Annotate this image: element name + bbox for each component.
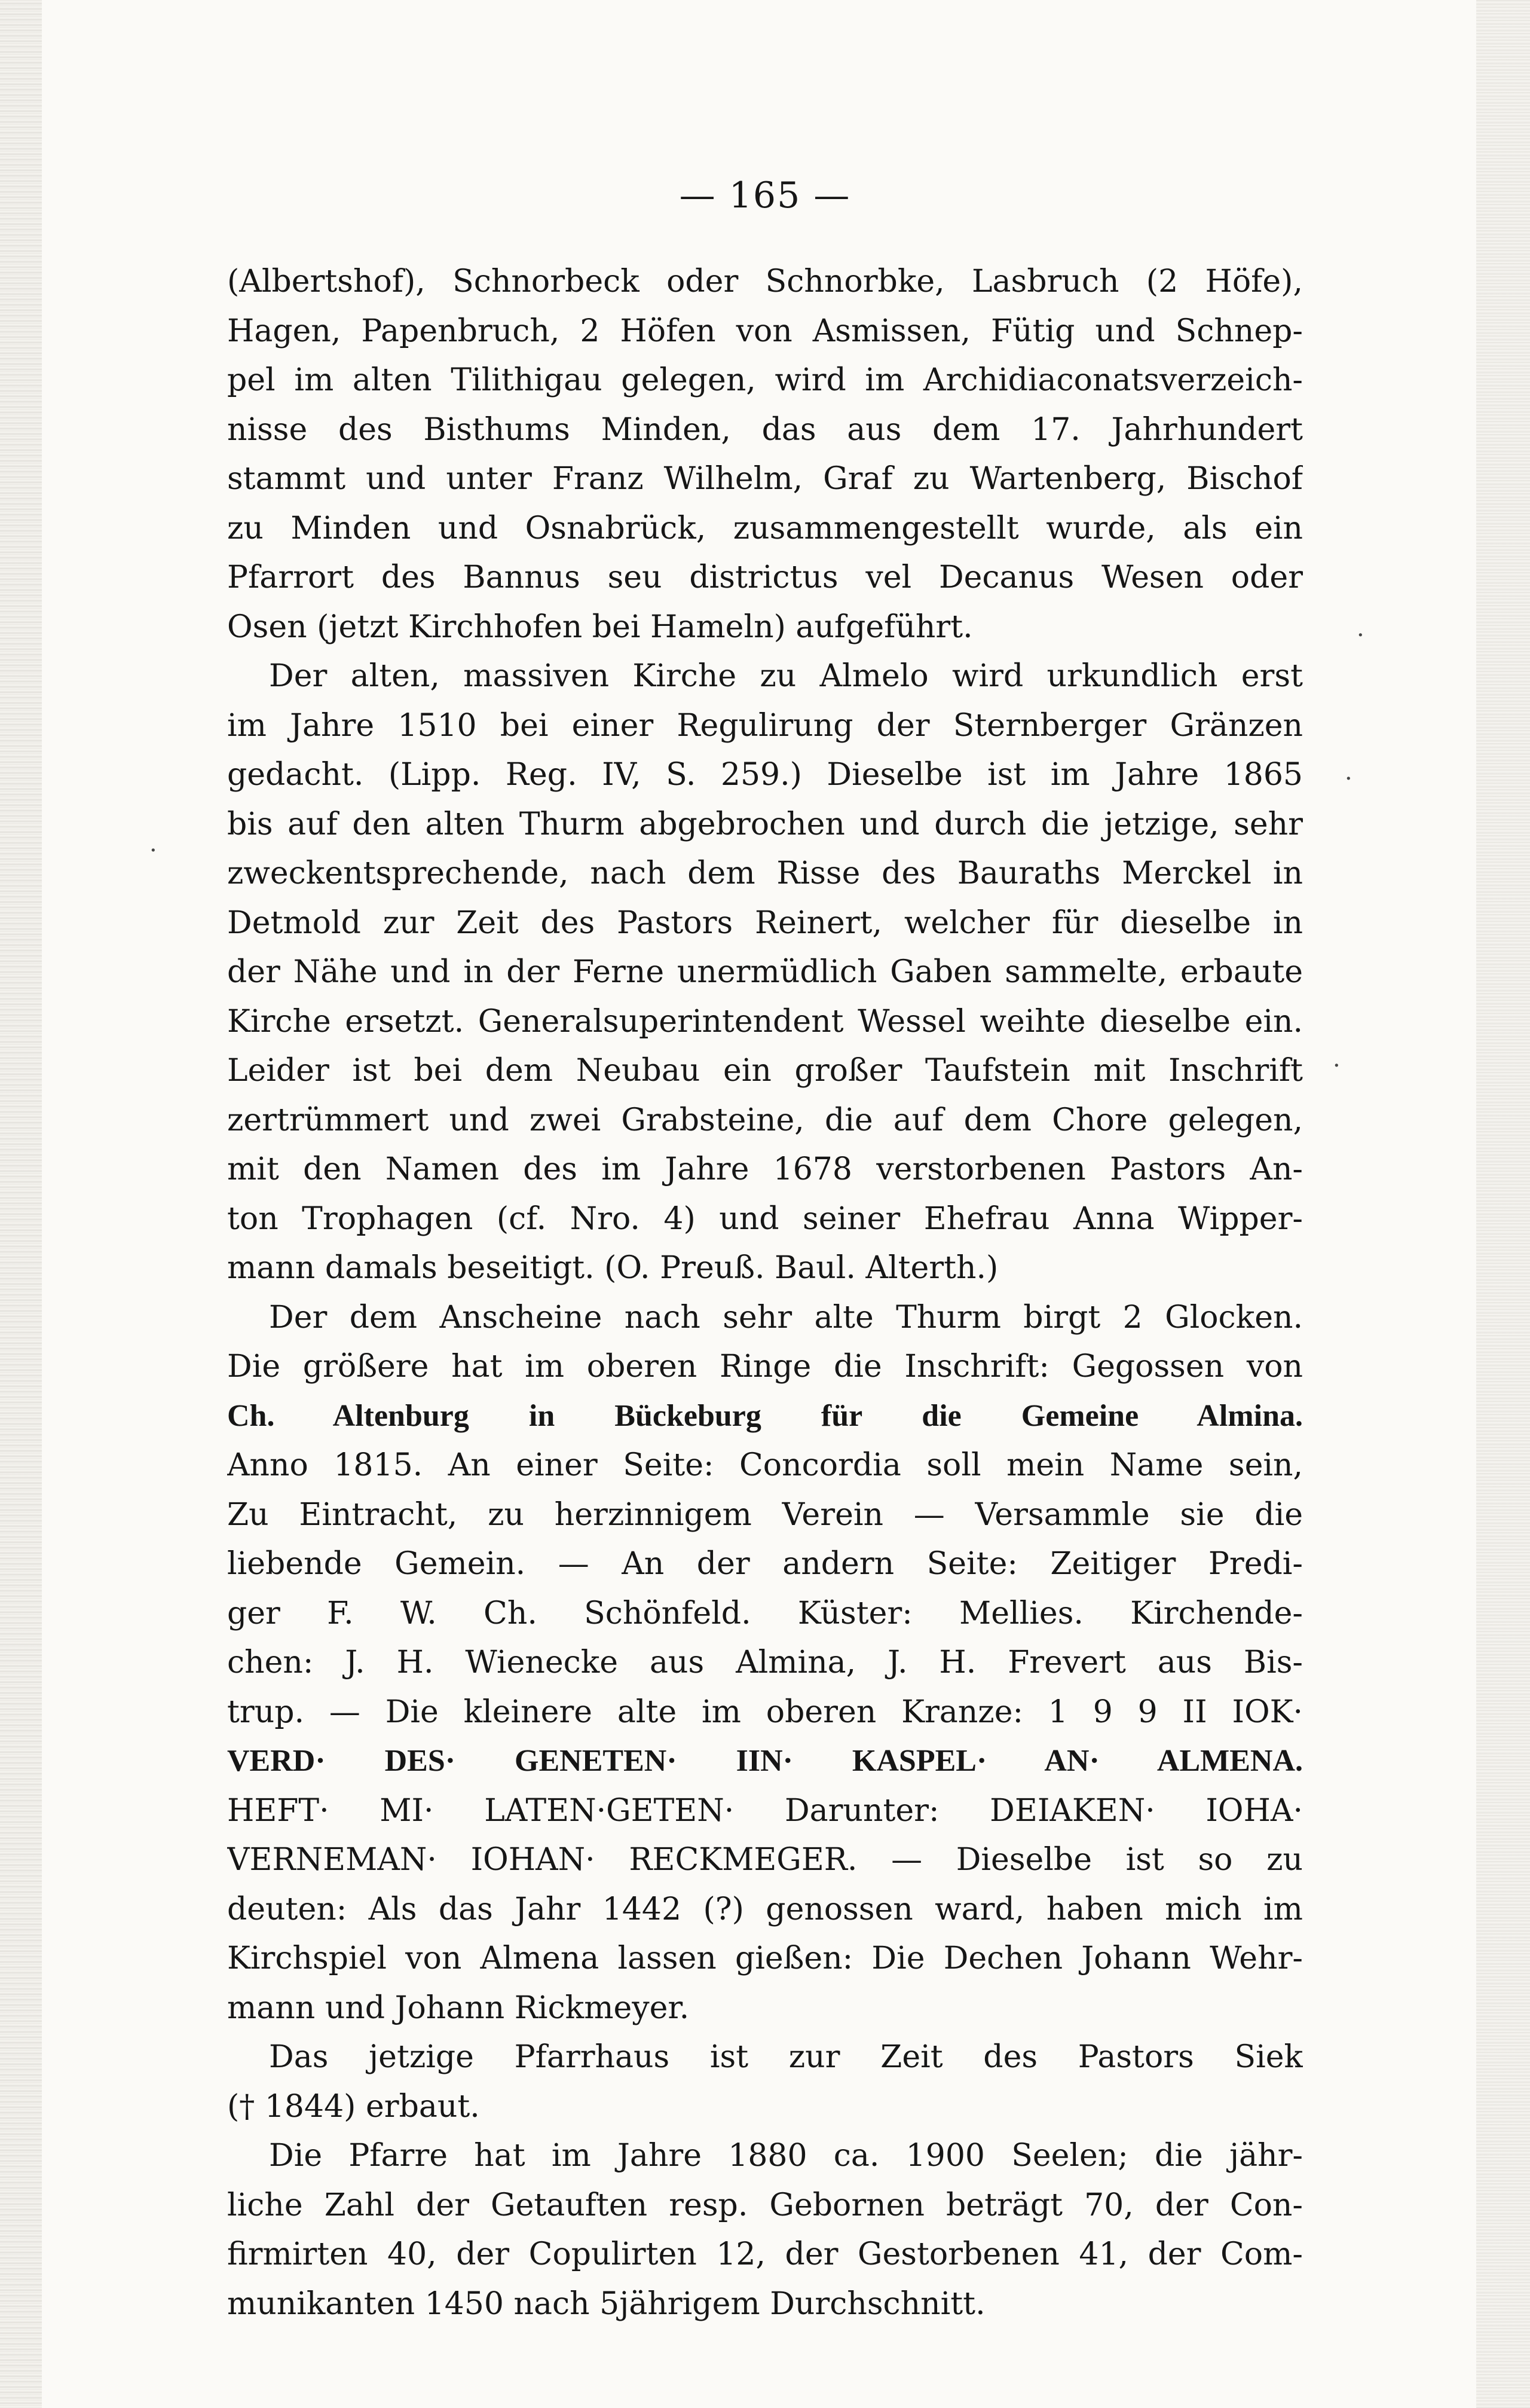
text-line: VERNEMAN· IOHAN· RECKMEGER. — Dieselbe ist so zu xyxy=(227,1842,1303,1878)
text-line: Kirche ersetzt. Generalsuperintendent Wessel weihte dieselbe ein. xyxy=(227,1003,1303,1040)
text-line: Zu Eintracht, zu herzinnigem Verein — Versammle sie die xyxy=(227,1496,1303,1533)
text-line: (Albertshof), Schnorbeck oder Schnorbke, Lasbruch (2 Höfe), xyxy=(227,264,1303,300)
text-line: Osen (jetzt Kirchhofen bei Hameln) aufgeführt. xyxy=(227,609,973,645)
text-line: Ch. Altenburg in Bückeburg für die Gemeine Almina. xyxy=(227,1398,1303,1433)
scan-speck: · xyxy=(1345,765,1352,793)
text-line: liche Zahl der Getauften resp. Gebornen beträgt 70, der Con- xyxy=(227,2187,1303,2223)
text-line: chen: J. H. Wienecke aus Almina, J. H. Frevert aus Bis- xyxy=(227,1645,1303,1680)
text-line: firmirten 40, der Copulirten 12, der Gestorbenen 41, der Com- xyxy=(227,2236,1303,2272)
text-line: Der dem Anscheine nach sehr alte Thurm birgt 2 Glocken. xyxy=(269,1299,1303,1336)
text-line: VERD· DES· GENETEN· IIN· KASPEL· AN· ALMENA. xyxy=(227,1744,1303,1778)
text-line: Der alten, massiven Kirche zu Almelo wird urkundlich erst xyxy=(269,658,1303,694)
text-line: mann damals beseitigt. (O. Preuß. Baul. Alterth.) xyxy=(227,1250,999,1286)
text-line: mann und Johann Rickmeyer. xyxy=(227,1990,690,2026)
scan-speck: · xyxy=(149,837,157,864)
text-line: Das jetzige Pfarrhaus ist zur Zeit des Pastors Siek xyxy=(269,2039,1303,2075)
text-line: Detmold zur Zeit des Pastors Reinert, welcher für dieselbe in xyxy=(227,904,1303,941)
text-line: gedacht. (Lipp. Reg. IV, S. 259.) Dieselbe ist im Jahre 1865 xyxy=(227,757,1303,793)
body-text xyxy=(227,257,1303,2328)
text-line: ton Trophagen (cf. Nro. 4) und seiner Ehefrau Anna Wipper- xyxy=(227,1200,1303,1237)
text-line: Die größere hat im oberen Ringe die Inschrift: Gegossen von xyxy=(227,1349,1303,1385)
text-line: († 1844) erbaut. xyxy=(227,2088,480,2125)
text-line: munikanten 1450 nach 5jährigem Durchschnitt. xyxy=(227,2285,986,2322)
text-line: stammt und unter Franz Wilhelm, Graf zu Wartenberg, Bischof xyxy=(227,461,1303,497)
scan-speck: · xyxy=(1357,622,1364,649)
scan-edge-right xyxy=(1476,0,1530,2408)
text-line: ger F. W. Ch. Schönfeld. Küster: Mellies. Kirchende- xyxy=(227,1595,1303,1631)
text-line: zweckentsprechende, nach dem Risse des Bauraths Merckel in xyxy=(227,855,1303,891)
text-line: bis auf den alten Thurm abgebrochen und durch die jetzige, sehr xyxy=(227,806,1303,842)
text-line: pel im alten Tilithigau gelegen, wird im Archidiaconatsverzeich- xyxy=(227,362,1303,398)
text-line: Kirchspiel von Almena lassen gießen: Die Dechen Johann Wehr- xyxy=(227,1941,1303,1976)
text-line: Leider ist bei dem Neubau ein großer Taufstein mit Inschrift xyxy=(227,1053,1303,1089)
text-line: zu Minden und Osnabrück, zusammengestellt wurde, als ein xyxy=(227,510,1303,546)
text-line: Pfarrort des Bannus seu districtus vel Decanus Wesen oder xyxy=(227,560,1303,595)
text-line: liebende Gemein. — An der andern Seite: Zeitiger Predi- xyxy=(227,1546,1303,1582)
text-line: trup. — Die kleinere alte im oberen Kranze: 1 9 9 II IOK· xyxy=(227,1694,1303,1730)
text-line: Anno 1815. An einer Seite: Concordia soll mein Name sein, xyxy=(227,1447,1303,1483)
text-line: nisse des Bisthums Minden, das aus dem 17. Jahrhundert xyxy=(227,411,1303,448)
text-line: der Nähe und in der Ferne unermüdlich Gaben sammelte, erbaute xyxy=(227,954,1303,990)
scan-speck: · xyxy=(1333,1052,1341,1080)
page-number: — 165 — xyxy=(679,175,851,216)
text-line: zertrümmert und zwei Grabsteine, die auf dem Chore gelegen, xyxy=(227,1102,1303,1138)
text-line: Hagen, Papenbruch, 2 Höfen von Asmissen, Fütig und Schnep- xyxy=(227,313,1303,349)
text-line: Die Pfarre hat im Jahre 1880 ca. 1900 Seelen; die jähr- xyxy=(269,2138,1303,2174)
text-line: HEFT· MI· LATEN·GETEN· Darunter: DEIAKEN· IOHA· xyxy=(227,1792,1303,1829)
text-line: deuten: Als das Jahr 1442 (?) genossen ward, haben mich im xyxy=(227,1891,1303,1927)
scan-edge-left xyxy=(0,0,42,2408)
text-line: im Jahre 1510 bei einer Regulirung der Sternberger Gränzen xyxy=(227,707,1303,744)
text-line: mit den Namen des im Jahre 1678 verstorbenen Pastors An- xyxy=(227,1151,1303,1187)
